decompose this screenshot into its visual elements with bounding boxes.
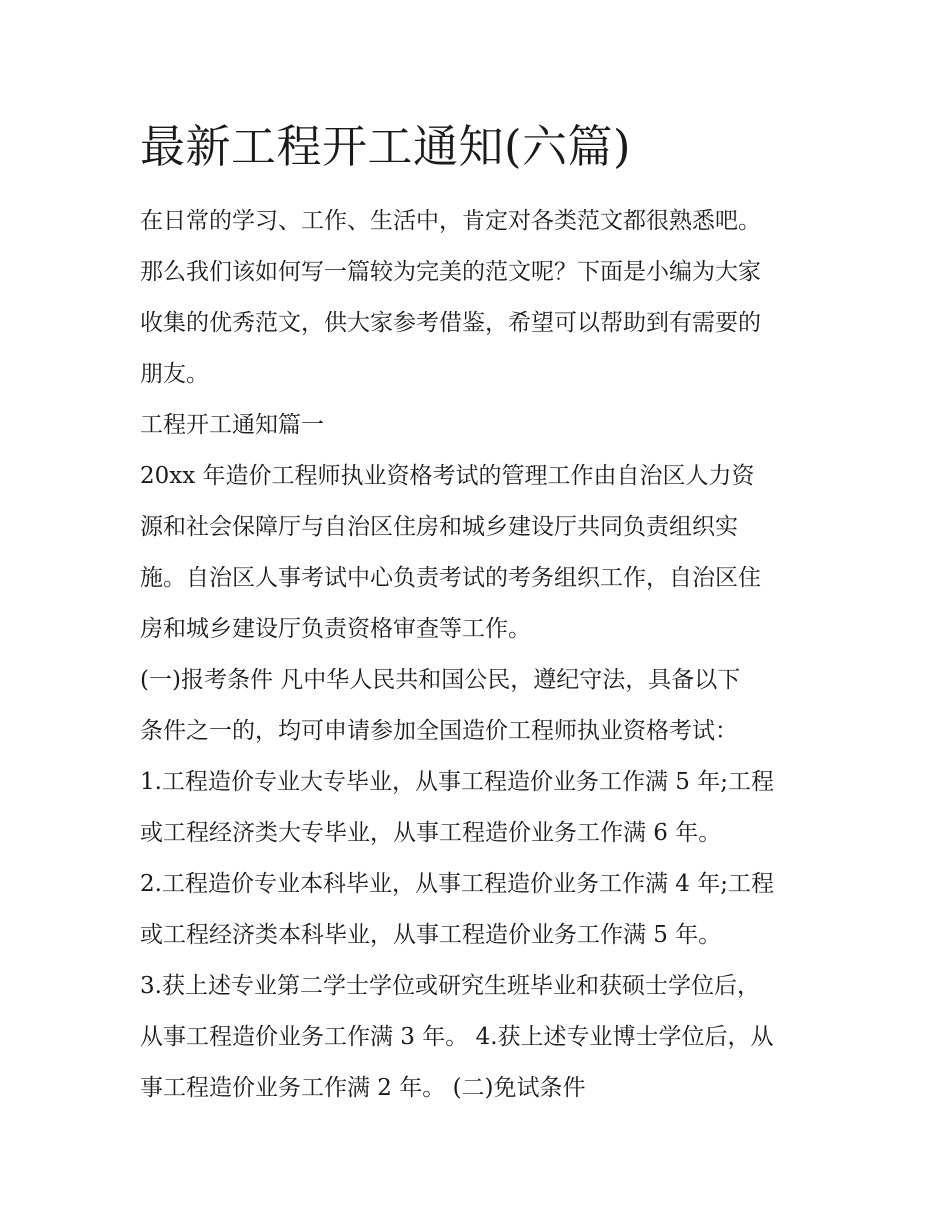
body-line-item4: 事工程造价业务工作满 2 年。 (二)免试条件	[140, 1075, 586, 1101]
body-line-intro-4: 朋友。	[140, 361, 209, 387]
body-line-conditions-1: (一)报考条件 凡中华人民共和国公民，遵纪守法，具备以下	[140, 667, 741, 693]
document-title: 最新工程开工通知(六篇)	[140, 120, 632, 173]
body-line-item1-1: 1.工程造价专业大专毕业，从事工程造价业务工作满 5 年;工程	[140, 769, 774, 795]
body-line-item2-1: 2.工程造价专业本科毕业，从事工程造价业务工作满 4 年;工程	[140, 871, 774, 897]
body-line-section1-3: 施。自治区人事考试中心负责考试的考务组织工作，自治区住	[140, 565, 761, 591]
body-line-intro-3: 收集的优秀范文，供大家参考借鉴，希望可以帮助到有需要的	[140, 310, 761, 336]
body-line-section1-1: 20xx 年造价工程师执业资格考试的管理工作由自治区人力资	[140, 463, 755, 489]
body-line-item3-1: 3.获上述专业第二学士学位或研究生班毕业和获硕士学位后，	[140, 973, 760, 999]
body-line-section1-4: 房和城乡建设厅负责资格审查等工作。	[140, 616, 531, 642]
section-heading-1: 工程开工通知篇一	[140, 412, 324, 438]
body-line-conditions-2: 条件之一的，均可申请参加全国造价工程师执业资格考试：	[140, 718, 738, 744]
body-line-intro-2: 那么我们该如何写一篇较为完美的范文呢？下面是小编为大家	[140, 259, 761, 285]
body-line-item3-2: 从事工程造价业务工作满 3 年。 4.获上述专业博士学位后，从	[140, 1024, 774, 1050]
body-line-item2-2: 或工程经济类本科毕业，从事工程造价业务工作满 5 年。	[140, 922, 722, 948]
body-line-section1-2: 源和社会保障厅与自治区住房和城乡建设厅共同负责组织实	[140, 514, 738, 540]
body-line-intro-1: 在日常的学习、工作、生活中，肯定对各类范文都很熟悉吧。	[140, 208, 761, 234]
document-body	[140, 196, 815, 1114]
body-line-item1-2: 或工程经济类大专毕业，从事工程造价业务工作满 6 年。	[140, 820, 722, 846]
